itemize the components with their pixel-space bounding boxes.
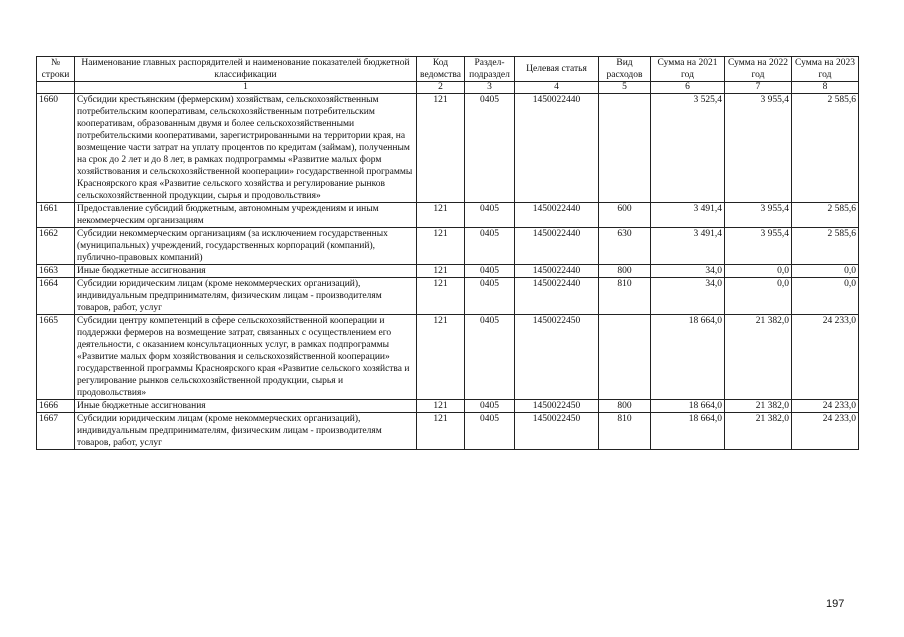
section-code: 0405 xyxy=(465,94,515,203)
header-cell: Наименование главных распорядителей и наименование показателей бюджетной классификации xyxy=(75,57,417,82)
sum-2022: 3 955,4 xyxy=(725,203,792,228)
target-article: 1450022440 xyxy=(515,278,599,315)
row-name: Предоставление субсидий бюджетным, автономным учреждениям и иным некоммерческим организациям xyxy=(75,203,417,228)
dept-code: 121 xyxy=(417,400,465,413)
section-code: 0405 xyxy=(465,400,515,413)
dept-code: 121 xyxy=(417,265,465,278)
sum-2021: 34,0 xyxy=(651,265,725,278)
column-number: 7 xyxy=(725,82,792,94)
row-number: 1662 xyxy=(37,228,75,265)
sum-2021: 3 491,4 xyxy=(651,228,725,265)
row-number: 1661 xyxy=(37,203,75,228)
sum-2023: 0,0 xyxy=(792,278,859,315)
sum-2022: 21 382,0 xyxy=(725,315,792,400)
dept-code: 121 xyxy=(417,228,465,265)
target-article: 1450022440 xyxy=(515,228,599,265)
expense-type: 800 xyxy=(599,400,651,413)
sum-2021: 3 491,4 xyxy=(651,203,725,228)
expense-type xyxy=(599,94,651,203)
expense-type xyxy=(599,315,651,400)
sum-2021: 18 664,0 xyxy=(651,400,725,413)
row-name: Иные бюджетные ассигнования xyxy=(75,400,417,413)
sum-2022: 21 382,0 xyxy=(725,413,792,450)
target-article: 1450022440 xyxy=(515,265,599,278)
header-cell: Сумма на 2022 год xyxy=(725,57,792,82)
sum-2021: 3 525,4 xyxy=(651,94,725,203)
target-article: 1450022450 xyxy=(515,413,599,450)
table-row xyxy=(37,315,859,400)
section-code: 0405 xyxy=(465,315,515,400)
sum-2021: 34,0 xyxy=(651,278,725,315)
column-number: 1 xyxy=(75,82,417,94)
sum-2023: 24 233,0 xyxy=(792,400,859,413)
column-number: 6 xyxy=(651,82,725,94)
header-row xyxy=(37,57,859,82)
section-code: 0405 xyxy=(465,203,515,228)
dept-code: 121 xyxy=(417,278,465,315)
sum-2022: 3 955,4 xyxy=(725,228,792,265)
table-row xyxy=(37,94,859,203)
column-number: 5 xyxy=(599,82,651,94)
row-number: 1666 xyxy=(37,400,75,413)
header-cell: Сумма на 2021 год xyxy=(651,57,725,82)
header-cell: Вид расходов xyxy=(599,57,651,82)
dept-code: 121 xyxy=(417,315,465,400)
section-code: 0405 xyxy=(465,265,515,278)
sum-2022: 21 382,0 xyxy=(725,400,792,413)
header-cell: № строки xyxy=(37,57,75,82)
sum-2022: 0,0 xyxy=(725,265,792,278)
row-name: Субсидии центру компетенций в сфере сельскохозяйственной кооперации и поддержки фермеров на возмещение затрат, связанных с осуществлением его деятельности, с оказанием консультационных услуг, в рамках подпрограммы «Развитие малых форм хозяйствования и сельскохозяйственной кооперации» государственной программы Красноярского края «Развитие сельского хозяйства и регулирование рынков сельскохозяйственной продукции, сырья и продовольствия» xyxy=(75,315,417,400)
sum-2023: 0,0 xyxy=(792,265,859,278)
column-number: 3 xyxy=(465,82,515,94)
dept-code: 121 xyxy=(417,413,465,450)
row-name: Субсидии некоммерческим организациям (за исключением государственных (муниципальных) учреждений, государственных корпораций (компаний), публично-правовых компаний) xyxy=(75,228,417,265)
target-article: 1450022440 xyxy=(515,94,599,203)
header-cell: Сумма на 2023 год xyxy=(792,57,859,82)
row-number: 1663 xyxy=(37,265,75,278)
sum-2023: 2 585,6 xyxy=(792,94,859,203)
table-row xyxy=(37,265,859,278)
budget-table xyxy=(36,56,859,450)
row-number: 1665 xyxy=(37,315,75,400)
column-number: 4 xyxy=(515,82,599,94)
sum-2021: 18 664,0 xyxy=(651,315,725,400)
page-number: 197 xyxy=(826,598,845,610)
table-row xyxy=(37,278,859,315)
sum-2022: 0,0 xyxy=(725,278,792,315)
column-number xyxy=(37,82,75,94)
sum-2023: 24 233,0 xyxy=(792,315,859,400)
section-code: 0405 xyxy=(465,278,515,315)
expense-type: 630 xyxy=(599,228,651,265)
sum-2023: 2 585,6 xyxy=(792,203,859,228)
column-number: 2 xyxy=(417,82,465,94)
sum-2021: 18 664,0 xyxy=(651,413,725,450)
row-name: Субсидии крестьянским (фермерским) хозяйствам, сельскохозяйственным потребительским кооперативам, сельскохозяйственным потребительским кооперативам, образованным двумя и более сельскохозяйственными потребительскими кооперативами, зарегистрированными на территории края, на возмещение части затрат на уплату процентов по кредитам (займам), полученным на срок до 2 лет и до 8 лет, в рамках подпрограммы «Развитие малых форм хозяйствования и сельскохозяйственной кооперации» государственной программы Красноярского края «Развитие сельского хозяйства и регулирование рынков сельскохозяйственной продукции, сырья и продовольствия» xyxy=(75,94,417,203)
target-article: 1450022450 xyxy=(515,315,599,400)
dept-code: 121 xyxy=(417,94,465,203)
column-number: 8 xyxy=(792,82,859,94)
sum-2022: 3 955,4 xyxy=(725,94,792,203)
header-cell: Раздел-подраздел xyxy=(465,57,515,82)
column-number-row xyxy=(37,82,859,94)
expense-type: 810 xyxy=(599,413,651,450)
row-name: Субсидии юридическим лицам (кроме некоммерческих организаций), индивидуальным предпринимателям, физическим лицам - производителям товаров, работ, услуг xyxy=(75,278,417,315)
table-row xyxy=(37,400,859,413)
table-row xyxy=(37,413,859,450)
sum-2023: 24 233,0 xyxy=(792,413,859,450)
row-name: Иные бюджетные ассигнования xyxy=(75,265,417,278)
expense-type: 810 xyxy=(599,278,651,315)
expense-type: 600 xyxy=(599,203,651,228)
sum-2023: 2 585,6 xyxy=(792,228,859,265)
target-article: 1450022440 xyxy=(515,203,599,228)
expense-type: 800 xyxy=(599,265,651,278)
dept-code: 121 xyxy=(417,203,465,228)
section-code: 0405 xyxy=(465,413,515,450)
row-name: Субсидии юридическим лицам (кроме некоммерческих организаций), индивидуальным предпринимателям, физическим лицам - производителям товаров, работ, услуг xyxy=(75,413,417,450)
row-number: 1660 xyxy=(37,94,75,203)
header-cell: Целевая статья xyxy=(515,57,599,82)
table-row xyxy=(37,228,859,265)
table-row xyxy=(37,203,859,228)
row-number: 1667 xyxy=(37,413,75,450)
target-article: 1450022450 xyxy=(515,400,599,413)
header-cell: Код ведомства xyxy=(417,57,465,82)
section-code: 0405 xyxy=(465,228,515,265)
row-number: 1664 xyxy=(37,278,75,315)
